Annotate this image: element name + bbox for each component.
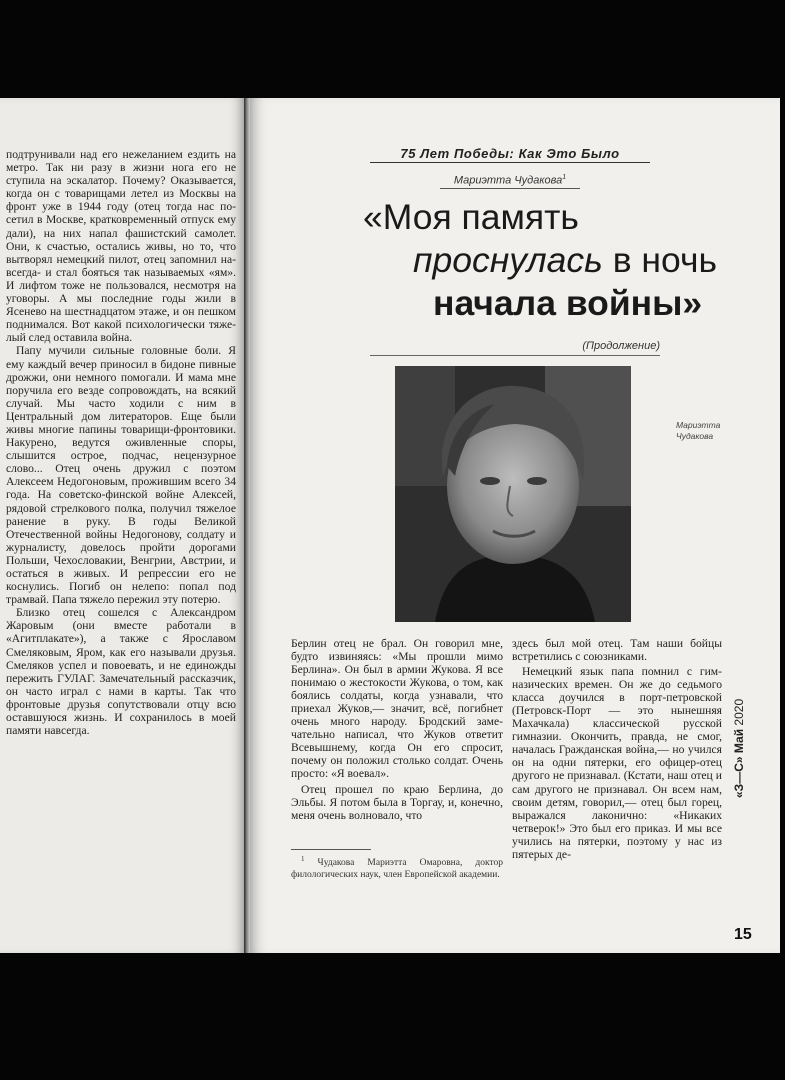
article-column-1 — [291, 637, 503, 822]
left-page — [0, 98, 244, 953]
footnote-text: Чудакова Мариэтта Омаровна, доктор филологических наук, член Европейской академии. — [291, 858, 503, 880]
footnote — [291, 854, 503, 881]
issue-year: 2020 — [732, 698, 746, 726]
right-page — [250, 98, 780, 953]
issue-running-head — [732, 678, 748, 798]
continuation-label: (Продолжение) — [370, 340, 660, 356]
issue-month: Май — [732, 728, 746, 754]
headline-line-2-rest: в ночь — [602, 240, 717, 280]
section-rubric: 75 Лет Победы: Как Это Было — [370, 146, 650, 163]
author-footnote-mark: 1 — [562, 174, 567, 181]
portrait-illustration — [395, 366, 631, 622]
headline-line-2 — [355, 239, 725, 282]
article-column-2 — [512, 637, 722, 861]
author-portrait-photo — [395, 366, 631, 622]
headline-line-3: начала войны» — [433, 283, 703, 323]
left-paragraph: Близко отец сошелся с Александром Жаровым (они вместе работали в «Агитплакате»), а также с Ярославом Смеляковым, Яром, как его называли друзья. Смеляков успел и повоевать, и не единожды пережить ГУЛАГ. Замечательный рассказчик, он часто играл с нами в карты. Так что фронтовые друзья сопутствовали отцу всю оставшуюся жизнь. И сохранилось в моей памяти навсегда. — [6, 606, 236, 738]
author-name: Мариэтта Чудакова — [453, 174, 563, 187]
article-headline — [355, 196, 725, 325]
article-paragraph: здесь был мой отец. Там наши бойцы встретились с союзниками. — [512, 637, 722, 664]
page-number: 15 — [734, 926, 752, 943]
left-paragraph: Папу мучили сильные головные боли. Я ему каждый вечер приносил в бидоне пивные дрожжи, они немного помогали. И мама мне поручила его везде сопровождать, на всякий случай. Мы часто ходили с ним в Центральный дом литераторов. Еще были живы многие папины товарищи-фронтовики. Накурено, ведутся оживленные споры, слышится острое, подчас, нецензурное слово... Отец очень дружил с поэтом Алексеем Недогоновым, прожившим всего 34 года. На советско-финской войне Алексей, рядовой стрелкового полка, получил тяжелое ранение в руку. В годы Великой Отечественной войны Недогонову, солдату и журналисту, довелось пройти дорогами Польши, Чехословакии, Венгрии, Австрии, и остаться в живых. И репрессии его не коснулись. Погиб он нелепо: попал под трамвай. Папа тяжело пережил эту потерю. — [6, 344, 236, 607]
footnote-divider — [291, 849, 371, 850]
article-paragraph: Немецкий язык папа помнил с гимназических времен. Он же до седьмого класса доучился в порт-петровской (Петровск-Порт — это нынешняя Махачкала) классической русской гимназии. Окончить, правда, не смог, началась Гражданская война,— но учился он на одни пятерки, его офицер-отец другого не признавал. (Кстати, наш отец и сам другого не признавал. Он всем нам, своим детям, говорил,— отец был горец, выражался лаконично: «Никаких четверок!» Это был его приказ. И мы все учились на пятерки, поэтому у нас из пятерых де- — [512, 665, 722, 861]
left-page-text — [6, 148, 236, 737]
article-paragraph: Берлин отец не брал. Он говорил мне, будто извиняясь: «Мы прошли мимо Берлина». Он был в армии Жукова. Я все понимаю о жестокости Жукова, о том, как боялись солдаты, когда узнавали, что приехал Жуков,— значит, всё, погибнет очень много народу. Бродский замечательно написал, что Жуков ответит Всевышнему, когда Он его спросит, почему он положил столько солдат. Очень просто: «Я воевал». — [291, 637, 503, 781]
headline-italic-word: проснулась — [413, 240, 603, 280]
photo-caption: Мариэтта Чудакова — [676, 420, 721, 441]
article-paragraph: Отец прошел по краю Берлина, до Эльбы. Я потом была в Торгау, и, конечно, меня очень волновало, что — [291, 782, 503, 822]
article-author — [440, 174, 580, 189]
headline-line-1: «Моя память — [363, 197, 579, 237]
magazine-name: «З—С» — [732, 756, 746, 798]
footnote-mark: 1 — [301, 855, 305, 863]
left-paragraph: подтрунивали над его нежеланием ездить на метро. Так ни разу в жизни нога его не ступила на эскалатор. Почему? Оказывается, когда он с товарищами летел из Москвы на фронт уже в 1944 году (отец тогда нас посетил в Москве, кратковременный отпуск ему дали), на них напал фашистский самолет. Они, к счастью, остались живы, но то, что вытворял немецкий пилот, отец запомнил навсегда- и стал бояться так называемых «ям». И лифтом тоже не пользовался, несмотря на уговоры. А мы последние годы жили в Ясенево на шестнадцатом этаже, и он пешком поднимался. Вот какой психологически тяжелый след оставила война. — [6, 148, 236, 345]
